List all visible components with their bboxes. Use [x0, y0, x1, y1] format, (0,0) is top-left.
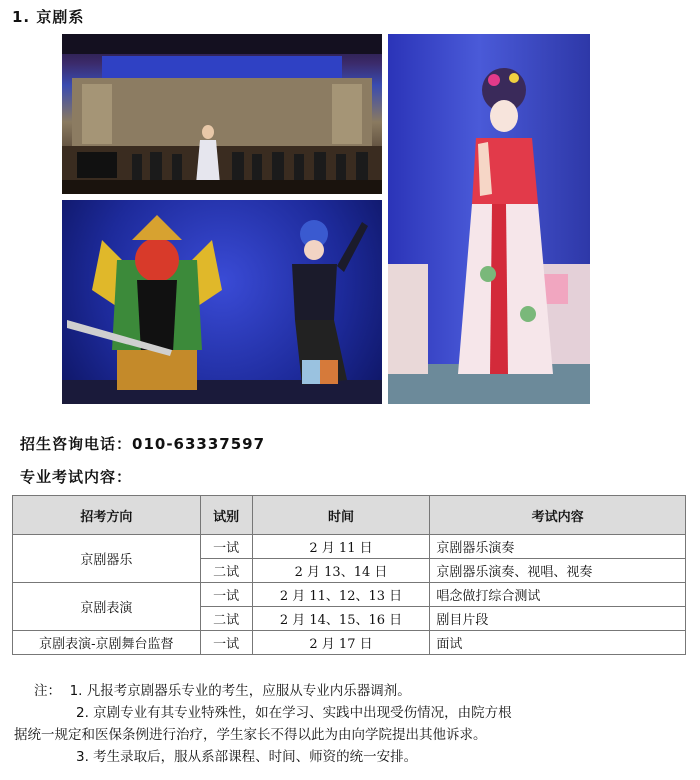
exam-table	[12, 495, 686, 655]
note-line-1	[14, 680, 690, 702]
contact-line	[20, 433, 265, 454]
round-cell: 一试	[200, 631, 252, 655]
content-cell: 京剧器乐演奏、视唱、视奏	[430, 559, 686, 583]
direction-cell: 京剧表演-京剧舞台监督	[13, 631, 201, 655]
header-content: 考试内容	[430, 496, 686, 535]
table-header-row	[13, 496, 686, 535]
content-cell: 面试	[430, 631, 686, 655]
content-cell: 京剧器乐演奏	[430, 535, 686, 559]
section-title: 1. 京剧系	[12, 8, 85, 26]
date-cell: 2 月 14、15、16 日	[252, 607, 430, 631]
round-cell: 一试	[200, 535, 252, 559]
round-cell: 一试	[200, 583, 252, 607]
note-line-2: 2. 京剧专业有其专业特殊性，如在学习、实践中出现受伤情况，由院方根	[76, 705, 512, 721]
contact-label: 招生咨询电话：	[20, 435, 133, 453]
dan-performer-photo	[388, 34, 590, 404]
header-direction: 招考方向	[13, 496, 201, 535]
notes-prefix: 注：	[34, 683, 61, 699]
header-round: 试别	[200, 496, 252, 535]
content-cell: 剧目片段	[430, 607, 686, 631]
table-row	[13, 583, 686, 607]
date-cell: 2 月 11 日	[252, 535, 430, 559]
date-cell: 2 月 11、12、13 日	[252, 583, 430, 607]
table-row	[13, 631, 686, 655]
date-cell: 2 月 13、14 日	[252, 559, 430, 583]
note-line-3: 据统一规定和医保条例进行治疗，学生家长不得以此为由向学院提出其他诉求。	[14, 727, 487, 743]
header-time: 时间	[252, 496, 430, 535]
notes-block	[14, 680, 690, 768]
table-row	[13, 535, 686, 559]
date-cell: 2 月 17 日	[252, 631, 430, 655]
direction-cell: 京剧表演	[13, 583, 201, 631]
content-cell: 唱念做打综合测试	[430, 583, 686, 607]
round-cell: 二试	[200, 559, 252, 583]
contact-phone: 010-63337597	[132, 435, 266, 453]
exam-heading: 专业考试内容：	[20, 468, 133, 486]
note-text: 1. 凡报考京剧器乐专业的考生，应服从专业内乐器调剂。	[69, 683, 411, 699]
concert-photo	[62, 34, 382, 194]
note-line-4: 3. 考生录取后，服从系部课程、时间、师资的统一安排。	[76, 749, 418, 765]
round-cell: 二试	[200, 607, 252, 631]
direction-cell: 京剧器乐	[13, 535, 201, 583]
battle-scene-photo	[62, 200, 382, 404]
